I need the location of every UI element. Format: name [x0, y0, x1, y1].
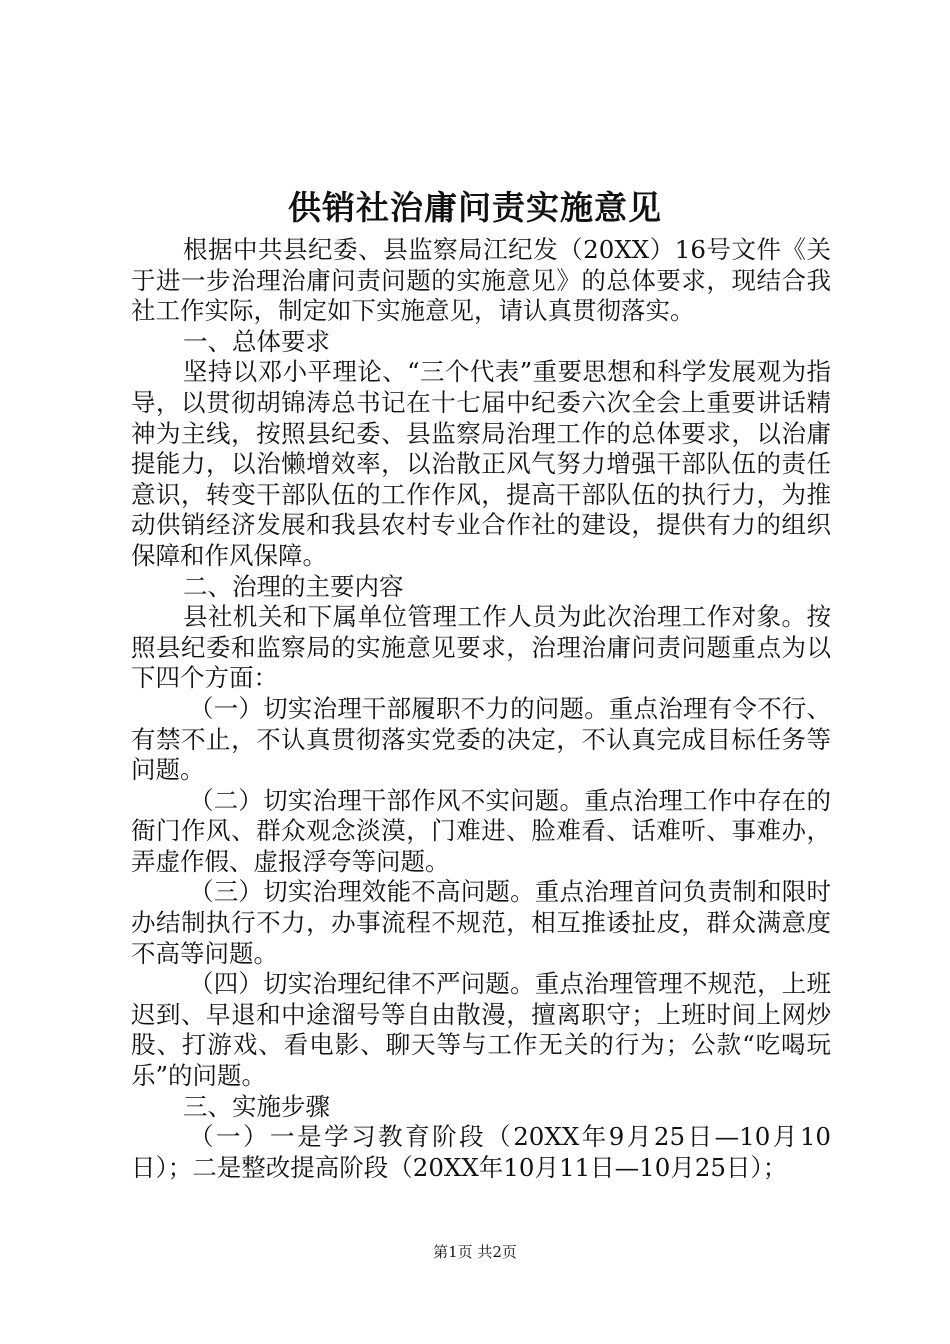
section-heading-2: 二、治理的主要内容: [183, 571, 404, 601]
list-item-4: （四）切实治理纪律不严问题。重点治理管理不规范，上班迟到、早退和中途溜号等自由散漫，擅离职守；上班时间上网炒股、打游戏、看电影、聊天等与工作无关的行为；公款“吃喝玩乐”的问题。: [131, 969, 831, 1091]
paragraph-intro: 根据中共县纪委、县监察局江纪发（20XX）16号文件《关于进一步治理治庸问责问题的实施意见》的总体要求，现结合我社工作实际，制定如下实施意见，请认真贯彻落实。: [131, 235, 831, 326]
document-title: 供销社治庸问责实施意见: [288, 188, 662, 227]
document-body: [131, 235, 831, 1183]
paragraph-steps: （一）一是学习教育阶段（20XX年9月25日—10月10日）；二是整改提高阶段（20XX年10月11日—10月25日）；: [131, 1122, 831, 1182]
list-item-2: （二）切实治理干部作风不实问题。重点治理工作中存在的衙门作风、群众观念淡漠，门难进、脸难看、话难听、事难办，弄虚作假、虚报浮夸等问题。: [131, 785, 831, 876]
section-heading-3: 三、实施步骤: [183, 1091, 330, 1121]
section-heading-1: 一、总体要求: [183, 326, 330, 356]
paragraph-main-content: 县社机关和下属单位管理工作人员为此次治理工作对象。按照县纪委和监察局的实施意见要求，治理治庸问责问题重点为以下四个方面：: [131, 602, 831, 693]
paragraph-overall-requirements: 坚持以邓小平理论、“三个代表”重要思想和科学发展观为指导，以贯彻胡锦涛总书记在十七届中纪委六次全会上重要讲话精神为主线，按照县纪委、县监察局治理工作的总体要求，以治庸提能力，以治懒增效率，以治散正风气努力增强干部队伍的责任意识，转变干部队伍的工作作风，提高干部队伍的执行力，为推动供销经济发展和我县农村专业合作社的建设，提供有力的组织保障和作风保障。: [131, 357, 831, 570]
list-item-3: （三）切实治理效能不高问题。重点治理首问负责制和限时办结制执行不力，办事流程不规范，相互推诿扯皮，群众满意度不高等问题。: [131, 877, 831, 968]
page-footer: 第1页 共2页: [433, 1243, 517, 1261]
list-item-1: （一）切实治理干部履职不力的问题。重点治理有令不行、有禁不止，不认真贯彻落实党委的决定，不认真完成目标任务等问题。: [131, 693, 831, 785]
